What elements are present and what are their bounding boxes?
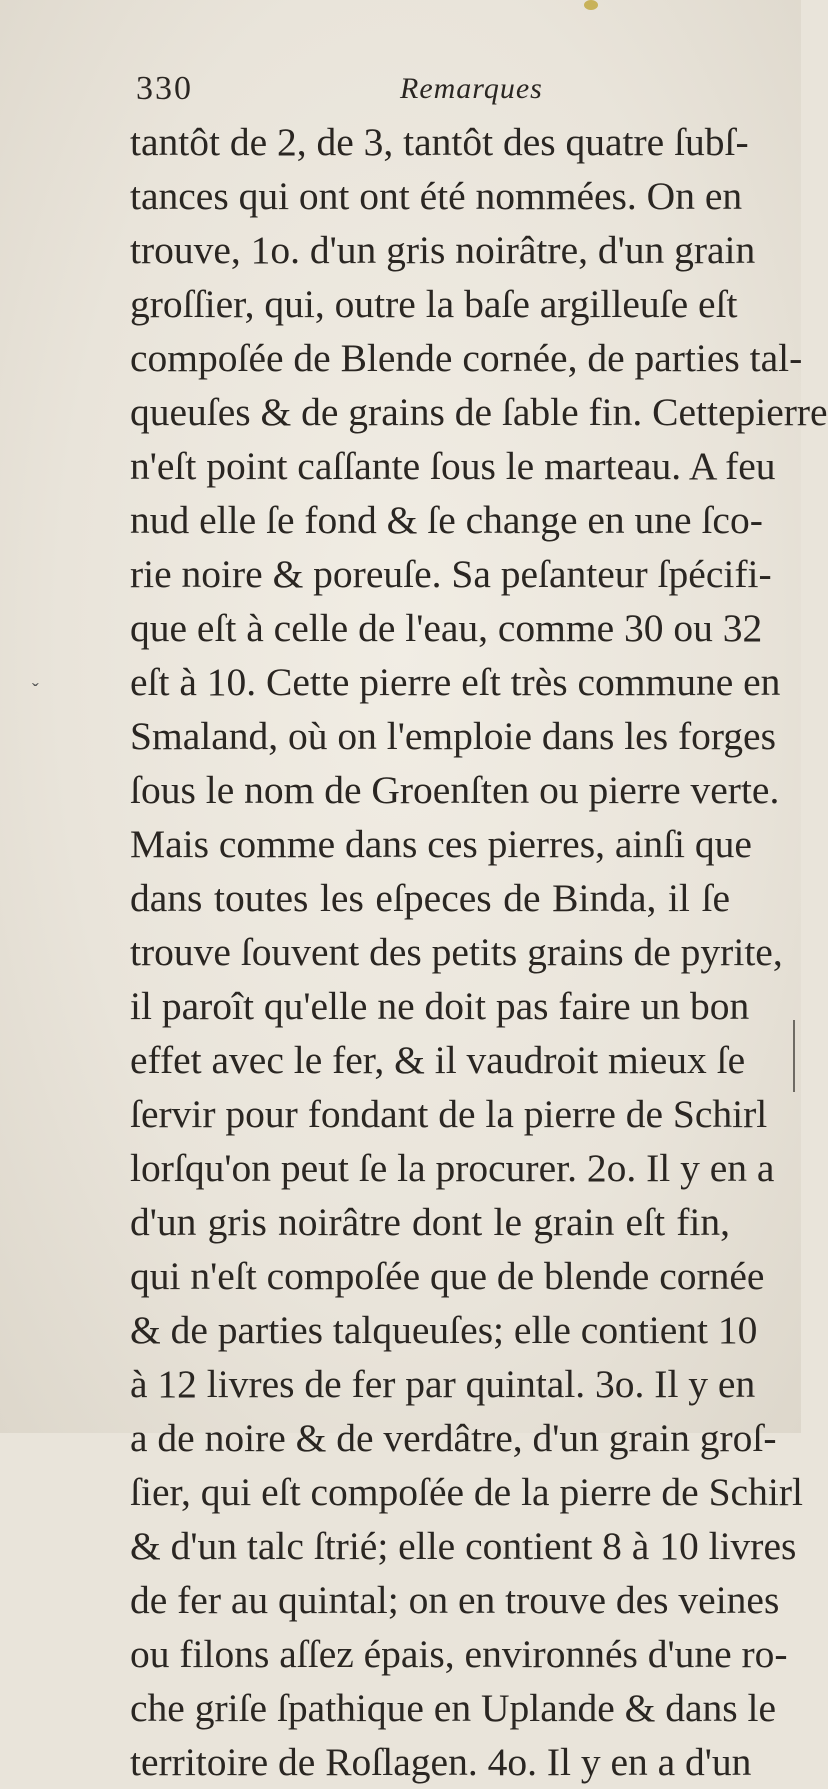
text-line: n'eſt point caſſante ſous le marteau. A feu <box>130 444 776 488</box>
page-header <box>136 70 696 116</box>
text-line: trouve ſouvent des petits grains de pyrite, <box>130 930 783 974</box>
text-line: dans toutes les eſpeces de Binda, il ſe <box>130 876 730 920</box>
text-line: groſſier, qui, outre la baſe argilleuſe eſt <box>130 282 738 326</box>
body-text <box>130 115 828 1789</box>
text-line: effet avec le fer, & il vaudroit mieux ſe <box>130 1038 746 1082</box>
text-line: lorſqu'on peut ſe la procurer. 2o. Il y en a <box>130 1146 775 1190</box>
text-line: Smaland, où on l'emploie dans les forges <box>130 714 776 758</box>
text-line: compoſée de Blende cornée, de parties tal- <box>130 336 803 380</box>
text-line: qui n'eſt compoſée que de blende cornée <box>130 1254 765 1298</box>
margin-rule <box>793 1020 795 1092</box>
running-head: Remarques <box>400 72 543 105</box>
text-line: rie noire & poreuſe. Sa peſanteur ſpécifi- <box>130 552 772 596</box>
text-line: Mais comme dans ces pierres, ainſi que <box>130 822 752 866</box>
text-line: à 12 livres de fer par quintal. 3o. Il y en <box>130 1362 756 1406</box>
text-line: & de parties talqueuſes; elle contient 10 <box>130 1308 758 1352</box>
text-line: d'un gris noirâtre dont le grain eſt fin, <box>130 1200 730 1244</box>
text-line: il paroît qu'elle ne doit pas faire un bon <box>130 984 750 1028</box>
text-line: eſt à 10. Cette pierre eſt très commune en <box>130 660 781 704</box>
text-line: ſier, qui eſt compoſée de la pierre de Schirl <box>130 1470 803 1514</box>
text-line: & d'un talc ſtrié; elle contient 8 à 10 livres <box>130 1524 797 1568</box>
text-line: trouve, 1o. d'un gris noirâtre, d'un grain <box>130 228 756 272</box>
text-line: tances qui ont ont été nommées. On en <box>130 174 743 218</box>
text-line: ſervir pour fondant de la pierre de Schirl <box>130 1092 768 1136</box>
text-line: nud elle ſe fond & ſe change en une ſco- <box>130 498 763 542</box>
text-line: que eſt à celle de l'eau, comme 30 ou 32 <box>130 606 763 650</box>
text-line: ou filons aſſez épais, environnés d'une ro- <box>130 1632 788 1676</box>
text-line: a de noire & de verdâtre, d'un grain groſ- <box>130 1416 777 1460</box>
text-line: che griſe ſpathique en Uplande & dans le <box>130 1686 777 1730</box>
text-line: queuſes & de grains de ſable fin. Cettepierre <box>130 390 828 434</box>
page-number: 330 <box>136 70 193 107</box>
text-line: de fer au quintal; on en trouve des veines <box>130 1578 780 1622</box>
margin-mark: ˇ <box>32 680 39 702</box>
ink-spot <box>584 0 598 10</box>
text-line: territoire de Roſlagen. 4o. Il y en a d'un <box>130 1740 752 1784</box>
text-line: ſous le nom de Groenſten ou pierre verte. <box>130 768 780 812</box>
text-line: tantôt de 2, de 3, tantôt des quatre ſubſ- <box>130 120 749 164</box>
